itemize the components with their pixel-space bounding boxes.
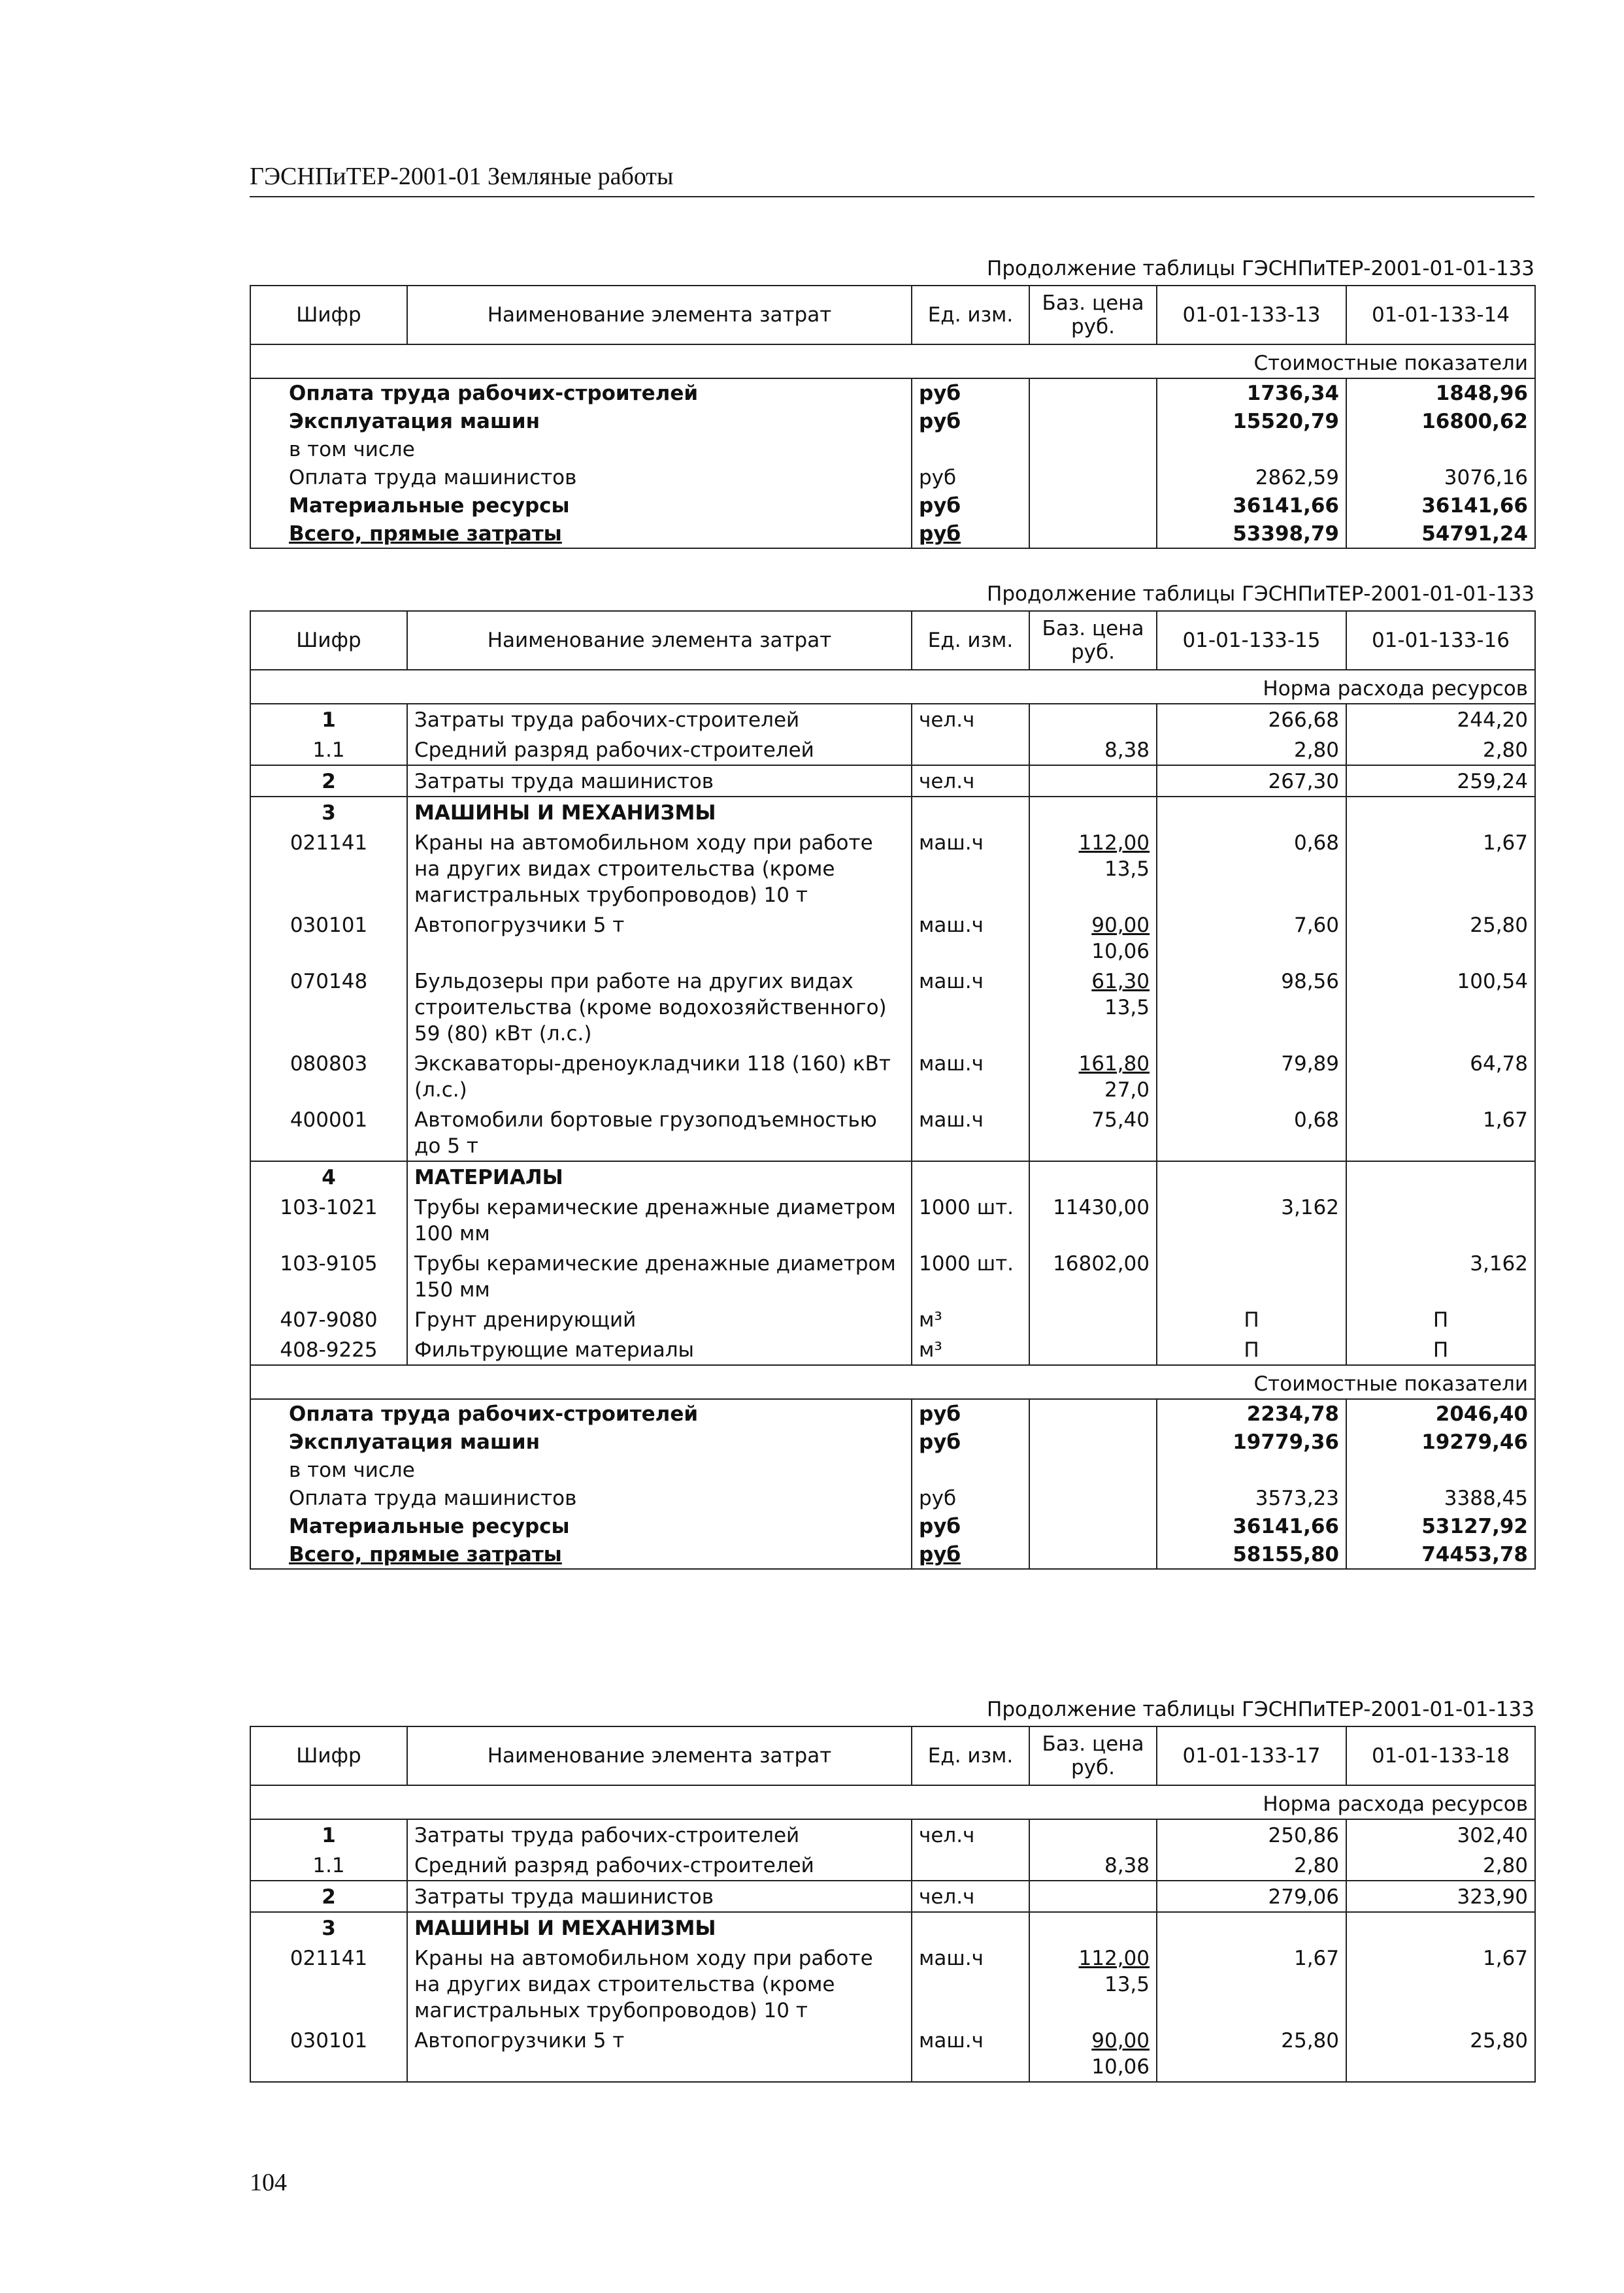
table3-header-row: [250, 1726, 1535, 1785]
section-label: Стоимостные показатели: [250, 344, 1535, 378]
table-row: [250, 910, 1535, 966]
row-code: 1: [250, 704, 407, 734]
row-name: Затраты труда машинистов: [407, 1881, 912, 1912]
col-price-header: Баз. цена руб.: [1029, 1726, 1157, 1785]
row-unit: маш.ч: [912, 827, 1029, 910]
row-value-b: 100,54: [1346, 966, 1535, 1048]
row-value-a: 267,30: [1157, 765, 1346, 797]
row-price: 8,38: [1029, 1850, 1157, 1881]
row-value-b: 3,162: [1346, 1248, 1535, 1304]
row-value-a: 2234,78: [1157, 1399, 1346, 1428]
table-row: [250, 734, 1535, 765]
col-a-header: 01-01-133-15: [1157, 611, 1346, 670]
table2: [250, 610, 1536, 1570]
row-code: 080803: [250, 1048, 407, 1104]
table-row: [250, 2025, 1535, 2082]
row-code: 1: [250, 1819, 407, 1850]
row-unit: маш.ч: [912, 1048, 1029, 1104]
row-unit: руб: [912, 520, 1029, 548]
col-price-header: Баз. цена руб.: [1029, 611, 1157, 670]
row-unit: чел.ч: [912, 704, 1029, 734]
row-name: Грунт дренирующий: [407, 1304, 912, 1334]
row-name: Затраты труда рабочих-строителей: [407, 1819, 912, 1850]
row-name: Оплата труда машинистов: [250, 1484, 912, 1512]
row-unit: руб: [912, 463, 1029, 491]
row-value-b: 16800,62: [1346, 407, 1535, 435]
row-value-b: 25,80: [1346, 2025, 1535, 2082]
row-price: 90,00 10,06: [1029, 910, 1157, 966]
row-name: в том числе: [250, 1456, 912, 1484]
table-row: [250, 1484, 1535, 1512]
row-value-b: 2,80: [1346, 734, 1535, 765]
table-row: [250, 765, 1535, 797]
row-price: 161,80 27,0: [1029, 1048, 1157, 1104]
col-code-header: Шифр: [250, 286, 407, 344]
table-row: [250, 1540, 1535, 1569]
row-value-a: 15520,79: [1157, 407, 1346, 435]
row-value-a: 250,86: [1157, 1819, 1346, 1850]
row-code: 1.1: [250, 734, 407, 765]
row-name: Автопогрузчики 5 т: [407, 910, 912, 966]
table-row: [250, 435, 1535, 463]
row-unit: чел.ч: [912, 1881, 1029, 1912]
row-value-b: 54791,24: [1346, 520, 1535, 548]
table-row: [250, 491, 1535, 520]
row-value-a: 3573,23: [1157, 1484, 1346, 1512]
row-unit: маш.ч: [912, 2025, 1029, 2082]
col-a-header: 01-01-133-17: [1157, 1726, 1346, 1785]
row-name: Эксплуатация машин: [250, 1428, 912, 1456]
row-code: 2: [250, 765, 407, 797]
row-price: 90,00 10,06: [1029, 2025, 1157, 2082]
row-value-a: [1157, 1248, 1346, 1304]
table-row: [250, 378, 1535, 407]
table3: [250, 1726, 1536, 2083]
row-unit: маш.ч: [912, 1104, 1029, 1161]
row-value-b: 25,80: [1346, 910, 1535, 966]
row-unit: руб: [912, 378, 1029, 407]
table-row: [250, 1399, 1535, 1428]
table-row: [250, 1104, 1535, 1161]
row-unit: маш.ч: [912, 966, 1029, 1048]
table-row: [250, 1161, 1535, 1192]
col-name-header: Наименование элемента затрат: [407, 611, 912, 670]
row-unit: руб: [912, 1540, 1029, 1569]
row-price: 11430,00: [1029, 1192, 1157, 1248]
table-row: [250, 966, 1535, 1048]
table-row: [250, 407, 1535, 435]
row-code: 3: [250, 1912, 407, 1943]
col-name-header: Наименование элемента затрат: [407, 1726, 912, 1785]
row-value-a: 279,06: [1157, 1881, 1346, 1912]
row-value-a: 1,67: [1157, 1943, 1346, 2025]
table3-caption: Продолжение таблицы ГЭСНПиТЕР-2001-01-01-133: [987, 1698, 1534, 1721]
row-name: Эксплуатация машин: [250, 407, 912, 435]
row-code: 103-1021: [250, 1192, 407, 1248]
row-unit: руб: [912, 1428, 1029, 1456]
row-code: 1.1: [250, 1850, 407, 1881]
table-row: [250, 1248, 1535, 1304]
row-price: 112,00 13,5: [1029, 827, 1157, 910]
row-value-b: [1346, 1192, 1535, 1248]
row-unit: маш.ч: [912, 1943, 1029, 2025]
row-price: 8,38: [1029, 734, 1157, 765]
row-price: 75,40: [1029, 1104, 1157, 1161]
row-value-a: 79,89: [1157, 1048, 1346, 1104]
col-unit-header: Ед. изм.: [912, 286, 1029, 344]
table1-caption: Продолжение таблицы ГЭСНПиТЕР-2001-01-01-133: [987, 257, 1534, 280]
row-name: Материальные ресурсы: [250, 491, 912, 520]
table-row: [250, 1912, 1535, 1943]
row-price: 61,30 13,5: [1029, 966, 1157, 1048]
table-row: [250, 1881, 1535, 1912]
row-value-b: 1,67: [1346, 827, 1535, 910]
row-code: 4: [250, 1161, 407, 1192]
row-name: Автопогрузчики 5 т: [407, 2025, 912, 2082]
row-name: МАШИНЫ И МЕХАНИЗМЫ: [407, 1912, 912, 1943]
row-code: 021141: [250, 1943, 407, 2025]
row-name: Оплата труда машинистов: [250, 463, 912, 491]
row-code: 021141: [250, 827, 407, 910]
row-unit: чел.ч: [912, 1819, 1029, 1850]
table-row: [250, 827, 1535, 910]
table-row: [250, 1304, 1535, 1334]
row-code: 030101: [250, 910, 407, 966]
row-unit: руб: [912, 1512, 1029, 1540]
col-b-header: 01-01-133-18: [1346, 1726, 1535, 1785]
row-value-b: 1,67: [1346, 1943, 1535, 2025]
row-value-b: 2046,40: [1346, 1399, 1535, 1428]
row-value-b: 3388,45: [1346, 1484, 1535, 1512]
row-code: 2: [250, 1881, 407, 1912]
section-label: Норма расхода ресурсов: [250, 1785, 1535, 1819]
row-unit: руб: [912, 1399, 1029, 1428]
row-name: Фильтрующие материалы: [407, 1334, 912, 1365]
header-rule: [250, 196, 1534, 197]
row-value-a: 2862,59: [1157, 463, 1346, 491]
row-code: 3: [250, 797, 407, 827]
row-value-a: П: [1157, 1304, 1346, 1334]
row-name: Экскаваторы-дреноукладчики 118 (160) кВт (л.с.): [407, 1048, 912, 1104]
row-name: Всего, прямые затраты: [250, 520, 912, 548]
row-value-b: 36141,66: [1346, 491, 1535, 520]
row-name: Затраты труда машинистов: [407, 765, 912, 797]
table-row: [250, 797, 1535, 827]
row-name: в том числе: [250, 435, 912, 463]
table-row: [250, 463, 1535, 491]
table2-caption: Продолжение таблицы ГЭСНПиТЕР-2001-01-01-133: [987, 582, 1534, 606]
row-unit: м³: [912, 1304, 1029, 1334]
row-value-a: 0,68: [1157, 827, 1346, 910]
table-row: [250, 1850, 1535, 1881]
table-row: [250, 1943, 1535, 2025]
row-name: Затраты труда рабочих-строителей: [407, 704, 912, 734]
row-value-a: 19779,36: [1157, 1428, 1346, 1456]
row-value-b: 259,24: [1346, 765, 1535, 797]
table-row: [250, 1819, 1535, 1850]
page-number: 104: [250, 2169, 287, 2196]
row-name: Краны на автомобильном ходу при работе на других видах строительства (кроме магистральных трубопроводов) 10 т: [407, 1943, 912, 2025]
col-b-header: 01-01-133-14: [1346, 286, 1535, 344]
row-value-a: 1736,34: [1157, 378, 1346, 407]
table-row: [250, 1192, 1535, 1248]
row-unit: маш.ч: [912, 910, 1029, 966]
row-value-a: 58155,80: [1157, 1540, 1346, 1569]
row-name: Бульдозеры при работе на других видах строительства (кроме водохозяйственного) 59 (80) кВт (л.с.): [407, 966, 912, 1048]
row-value-a: 2,80: [1157, 1850, 1346, 1881]
row-value-a: 25,80: [1157, 2025, 1346, 2082]
row-unit: руб: [912, 407, 1029, 435]
row-code: 400001: [250, 1104, 407, 1161]
row-name: Всего, прямые затраты: [250, 1540, 912, 1569]
row-value-b: П: [1346, 1334, 1535, 1365]
col-price-header: Баз. цена руб.: [1029, 286, 1157, 344]
row-code: 407-9080: [250, 1304, 407, 1334]
table-row: [250, 704, 1535, 734]
row-value-b: 3076,16: [1346, 463, 1535, 491]
row-name: МАТЕРИАЛЫ: [407, 1161, 912, 1192]
row-name: Трубы керамические дренажные диаметром 150 мм: [407, 1248, 912, 1304]
row-name: Материальные ресурсы: [250, 1512, 912, 1540]
row-unit: м³: [912, 1334, 1029, 1365]
row-value-b: 302,40: [1346, 1819, 1535, 1850]
table-row: [250, 1334, 1535, 1365]
row-name: МАШИНЫ И МЕХАНИЗМЫ: [407, 797, 912, 827]
row-code: 408-9225: [250, 1334, 407, 1365]
section-label: Стоимостные показатели: [250, 1365, 1535, 1399]
row-value-b: 323,90: [1346, 1881, 1535, 1912]
col-a-header: 01-01-133-13: [1157, 286, 1346, 344]
row-name: Автомобили бортовые грузоподъемностью до 5 т: [407, 1104, 912, 1161]
row-value-a: 2,80: [1157, 734, 1346, 765]
row-name: Краны на автомобильном ходу при работе на других видах строительства (кроме магистральных трубопроводов) 10 т: [407, 827, 912, 910]
row-price: 16802,00: [1029, 1248, 1157, 1304]
row-value-b: 64,78: [1346, 1048, 1535, 1104]
table1: [250, 285, 1536, 549]
table-row: [250, 1456, 1535, 1484]
row-name: Оплата труда рабочих-строителей: [250, 1399, 912, 1428]
table2-header-row: [250, 611, 1535, 670]
row-value-b: П: [1346, 1304, 1535, 1334]
row-unit: руб: [912, 1484, 1029, 1512]
row-unit: 1000 шт.: [912, 1248, 1029, 1304]
row-name: Средний разряд рабочих-строителей: [407, 1850, 912, 1881]
row-value-a: 266,68: [1157, 704, 1346, 734]
row-code: 103-9105: [250, 1248, 407, 1304]
row-value-b: 1848,96: [1346, 378, 1535, 407]
row-name: Трубы керамические дренажные диаметром 100 мм: [407, 1192, 912, 1248]
row-code: 030101: [250, 2025, 407, 2082]
col-code-header: Шифр: [250, 611, 407, 670]
row-value-a: 0,68: [1157, 1104, 1346, 1161]
row-value-a: 7,60: [1157, 910, 1346, 966]
row-value-b: 244,20: [1346, 704, 1535, 734]
row-value-b: 19279,46: [1346, 1428, 1535, 1456]
row-price: 112,00 13,5: [1029, 1943, 1157, 2025]
col-name-header: Наименование элемента затрат: [407, 286, 912, 344]
row-value-b: 2,80: [1346, 1850, 1535, 1881]
row-name: Средний разряд рабочих-строителей: [407, 734, 912, 765]
running-header: ГЭСНПиТЕР-2001-01 Земляные работы: [250, 163, 674, 190]
row-unit: 1000 шт.: [912, 1192, 1029, 1248]
row-value-a: 36141,66: [1157, 1512, 1346, 1540]
row-value-a: 3,162: [1157, 1192, 1346, 1248]
row-code: 070148: [250, 966, 407, 1048]
row-value-a: П: [1157, 1334, 1346, 1365]
col-b-header: 01-01-133-16: [1346, 611, 1535, 670]
row-value-a: 53398,79: [1157, 520, 1346, 548]
table-row: [250, 1428, 1535, 1456]
row-value-b: 74453,78: [1346, 1540, 1535, 1569]
table-row: [250, 1512, 1535, 1540]
col-code-header: Шифр: [250, 1726, 407, 1785]
col-unit-header: Ед. изм.: [912, 1726, 1029, 1785]
row-value-b: 53127,92: [1346, 1512, 1535, 1540]
row-unit: руб: [912, 491, 1029, 520]
section-label: Норма расхода ресурсов: [250, 670, 1535, 704]
table-row: [250, 1048, 1535, 1104]
row-value-b: 1,67: [1346, 1104, 1535, 1161]
row-value-a: 36141,66: [1157, 491, 1346, 520]
col-unit-header: Ед. изм.: [912, 611, 1029, 670]
row-name: Оплата труда рабочих-строителей: [250, 378, 912, 407]
row-unit: чел.ч: [912, 765, 1029, 797]
row-value-a: 98,56: [1157, 966, 1346, 1048]
table-row: [250, 520, 1535, 548]
table1-header-row: [250, 286, 1535, 344]
